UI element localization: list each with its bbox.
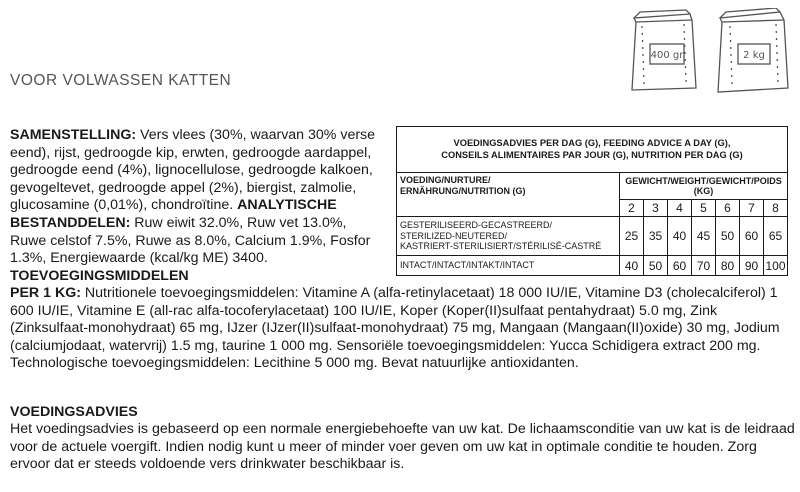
feeding-table-title-line: CONSEILS ALIMENTAIRES PAR JOUR (G), NUTRITION PER DAG (G) xyxy=(441,149,743,160)
value-cell: 40 xyxy=(620,256,644,276)
composition-title: SAMENSTELLING: xyxy=(10,127,137,143)
weight-cell: 5 xyxy=(692,200,716,217)
value-cell: 100 xyxy=(764,256,788,276)
value-cell: 40 xyxy=(668,217,692,256)
svg-text:400 gr: 400 gr xyxy=(650,50,684,61)
advice-text: Het voedingsadvies is gebaseerd op een normale energiebehoefte van uw kat. De lichaamsconditie van uw kat is de leidraad voor de actuele voergift. Indien nodig kunt u meer of minder voer geven om uw kat in optimale conditie te houden. Zorg ervoor dat er steeds voldoende vers drinkwater beschikbaar is. xyxy=(10,421,795,473)
table-row xyxy=(397,256,788,276)
advice-title: VOEDINGSADVIES xyxy=(10,404,138,420)
col-label-line: ERNÄHRUNG/NUTRITION (G) xyxy=(400,186,526,196)
value-cell: 50 xyxy=(644,256,668,276)
value-cell: 35 xyxy=(644,217,668,256)
value-cell: 45 xyxy=(692,217,716,256)
weight-cell: 7 xyxy=(740,200,764,217)
analytic-text: Ruw eiwit 32.0%, Ruw vet 13.0%, Ruwe celstof 7.5%, Ruwe as 8.0%, Calcium 1.9%, Fosfor 1.3%, Energiewaarde (kcal/kg ME) 3400. xyxy=(10,214,371,267)
weight-header: GEWICHT/WEIGHT/GEWICHT/POIDS (KG) xyxy=(620,173,788,200)
row-label-line: INTACT/INTACT/INTAKT/INTACT xyxy=(400,260,535,271)
food-bag-icons xyxy=(620,8,792,94)
row-label-line: STERILIZED-NEUTERED/ xyxy=(400,230,508,241)
nutrition-column-header xyxy=(397,173,620,217)
additives-text: Nutritionele toevoegingsmiddelen: Vitamine A (alfa-retinylacetaat) 18 000 IU/IE, Vitamine D3 (cholecalciferol) 1 600 IU/IE, Vitamine E (all-rac alfa-tocoferylacetaat) 100 IU/IE, Koper (Koper(II)sulfaat pentahydraat) 5.0 mg, Zink (Zinksulfaat-monohydraat) 65 mg, IJzer (IJzer(II)sulfaat-monohydraat) 75 mg, Mangaan (Mangaan(II)oxide) 30 mg, Jodium (calciumjodaat, watervrij) 1.5 mg, taurine 1 000 mg. Sensoriële toevoegingsmiddelen: Yucca Schidigera extract 200 mg. Technologische toevoegingsmiddelen: Lecithine 5 000 mg. Bevat natuurlijke antioxidanten. xyxy=(10,285,780,372)
feeding-table-title xyxy=(397,127,788,173)
row-label xyxy=(397,256,620,276)
value-cell: 65 xyxy=(764,217,788,256)
feeding-table-title-line: VOEDINGSADVIES PER DAG (G), FEEDING ADVICE A DAY (G), xyxy=(453,138,731,148)
value-cell: 80 xyxy=(716,256,740,276)
composition-paragraph xyxy=(10,127,380,285)
value-cell: 90 xyxy=(740,256,764,276)
weight-cell: 2 xyxy=(620,200,644,217)
feeding-advice-table xyxy=(396,126,788,276)
weight-cell: 6 xyxy=(716,200,740,217)
value-cell: 60 xyxy=(668,256,692,276)
page-subtitle: VOOR VOLWASSEN KATTEN xyxy=(10,72,232,89)
row-label-line: GESTERILISEERD-GECASTREERD/ xyxy=(400,220,553,231)
bag-400gr-icon xyxy=(632,10,696,90)
table-row xyxy=(397,217,788,256)
svg-text:2 kg: 2 kg xyxy=(743,50,765,61)
additives-title: TOEVOEGINGSMIDDELEN xyxy=(10,267,189,284)
value-cell: 60 xyxy=(740,217,764,256)
weight-cell: 4 xyxy=(668,200,692,217)
additives-paragraph xyxy=(10,285,792,373)
value-cell: 25 xyxy=(620,217,644,256)
weight-cell: 3 xyxy=(644,200,668,217)
analytic-title: ANALYTISCHE BESTANDDELEN: xyxy=(10,197,337,231)
row-label xyxy=(397,217,620,256)
additives-title-cont: PER 1 KG: xyxy=(10,285,81,301)
value-cell: 50 xyxy=(716,217,740,256)
value-cell: 70 xyxy=(692,256,716,276)
bag-2kg-icon xyxy=(718,8,788,92)
weight-cell: 8 xyxy=(764,200,788,217)
row-label-line: KASTRIERT-STERILISIERT/STÉRILISÉ-CASTRÉ xyxy=(400,241,602,252)
composition-text: Vers vlees (30%, waarvan 30% verse eend), rijst, gedroogde kip, erwten, gedroogde aardappel, gedroogde eend (4%), lignocellulose, gedroogde kalkoen, gevogeltevet, gedroogde appel (2%), biergist, zalmolie, glucosamine (0,01%), chondroïtine. xyxy=(10,127,376,214)
col-label-line: VOEDING/NURTURE/ xyxy=(400,175,491,185)
